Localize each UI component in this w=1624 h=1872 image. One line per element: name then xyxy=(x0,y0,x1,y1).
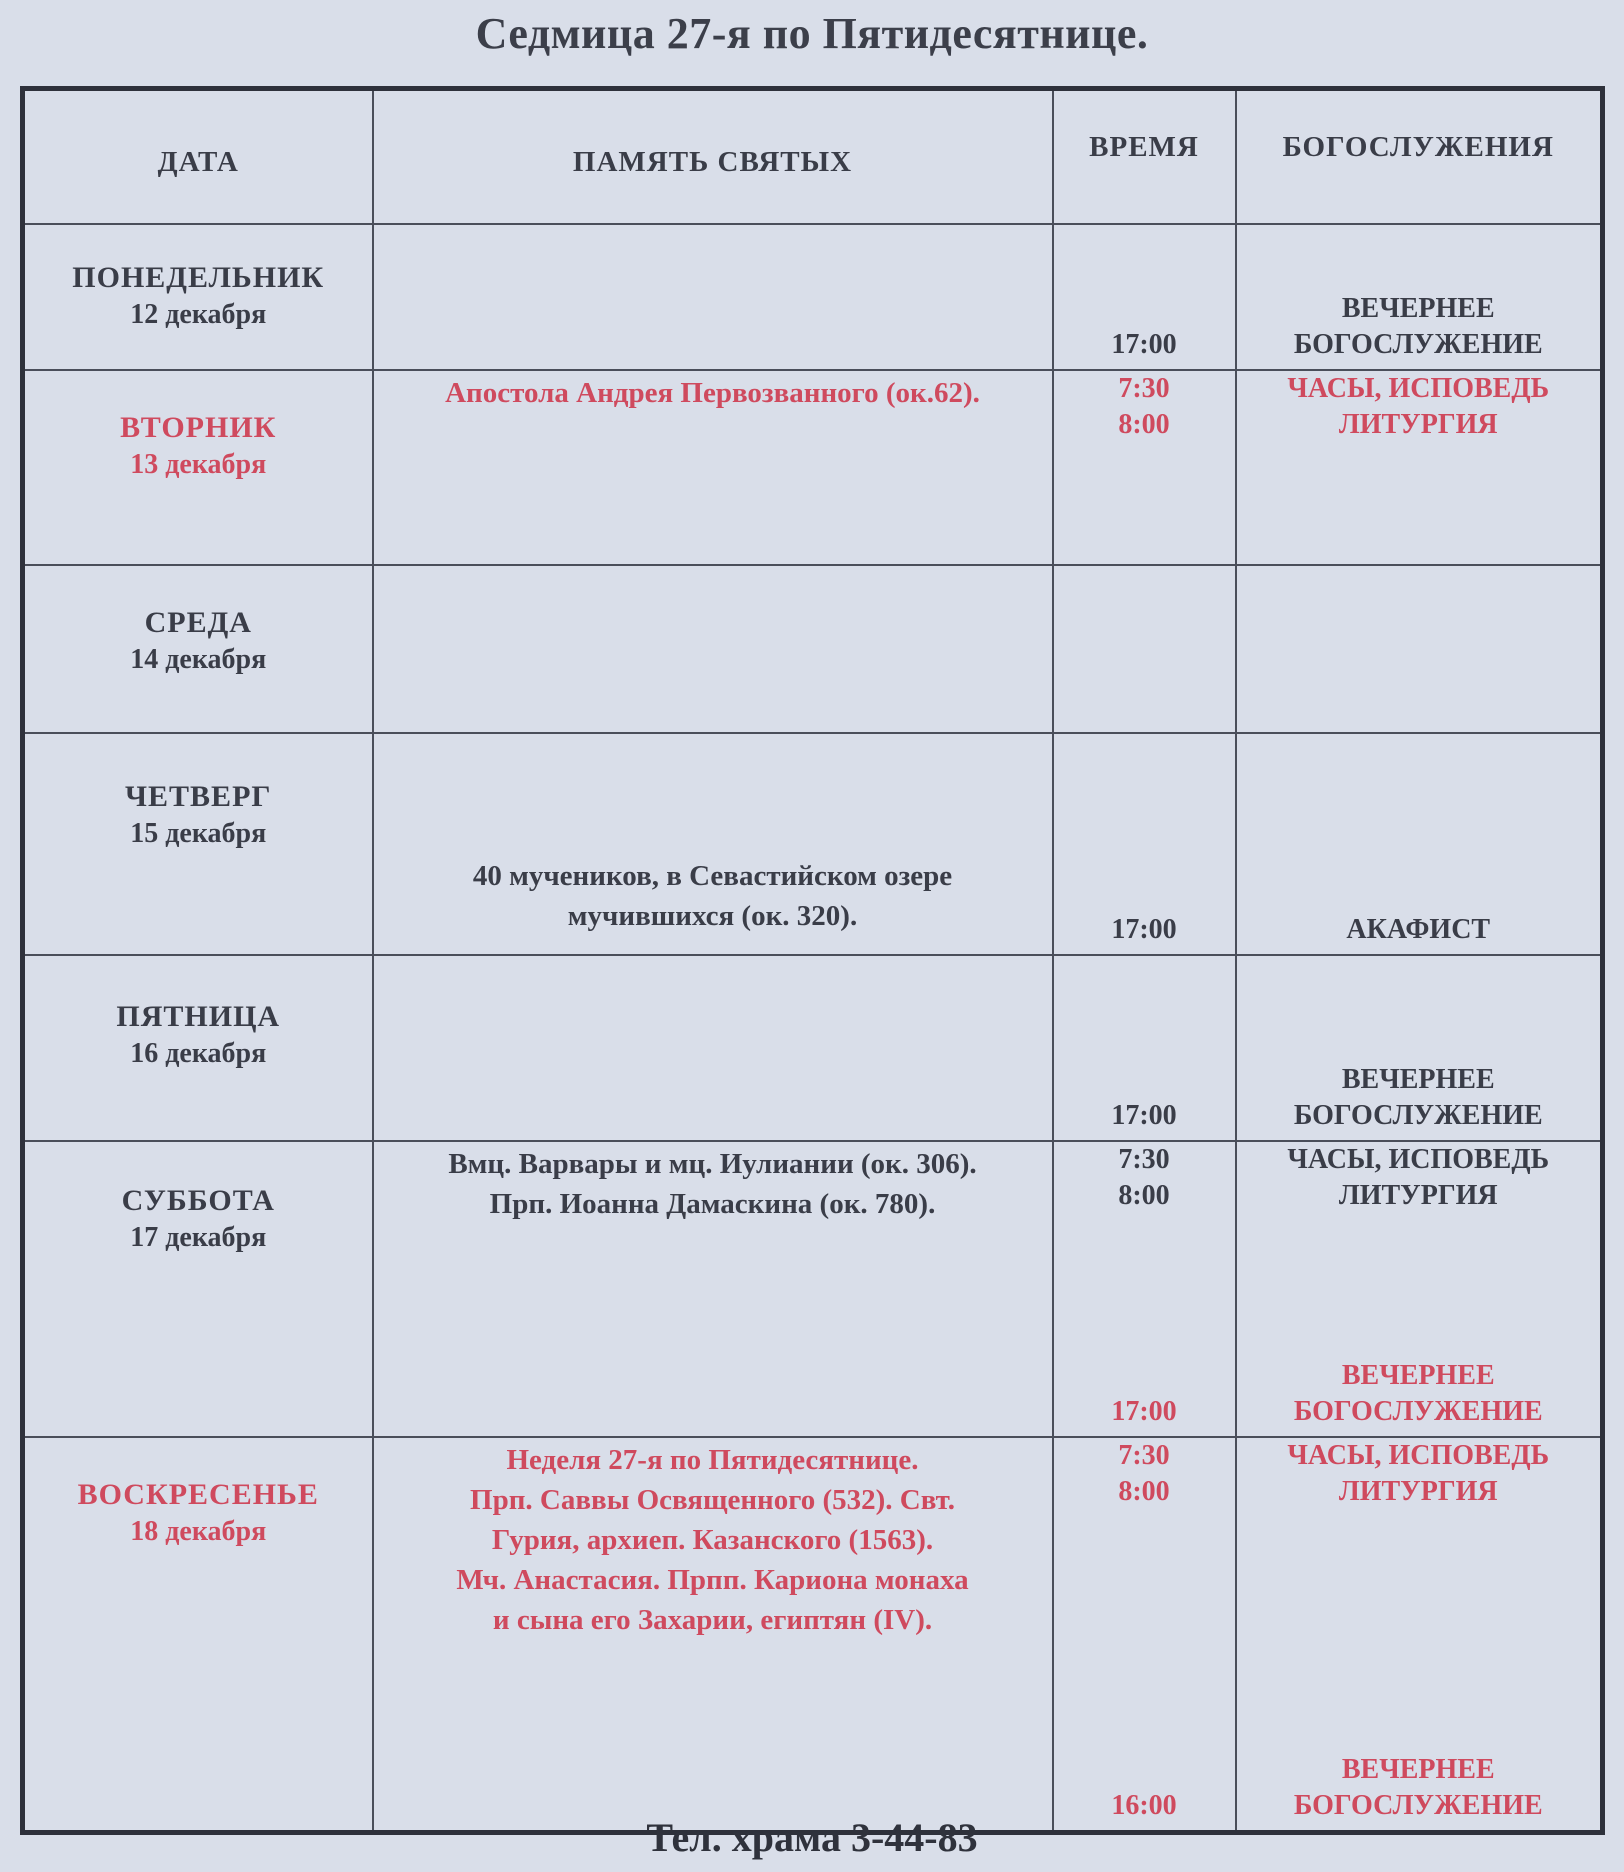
service-line: ВЕЧЕРНЕЕ xyxy=(1341,1360,1495,1391)
saints-cell xyxy=(373,1437,1053,1832)
time-cell xyxy=(1053,224,1236,370)
time-cell xyxy=(1053,370,1236,565)
services-cell xyxy=(1236,1437,1603,1832)
day-date: 14 декабря xyxy=(130,644,267,675)
saint-line: Апостола Андрея Первозванного (ок.62). xyxy=(445,377,980,409)
date-cell xyxy=(23,565,373,733)
header-saints: ПАМЯТЬ СВЯТЫХ xyxy=(373,89,1053,225)
table-row xyxy=(23,1141,1603,1437)
saint-line: Неделя 27-я по Пятидесятнице. xyxy=(506,1444,919,1476)
date-cell xyxy=(23,1437,373,1832)
service-line: ЧАСЫ, ИСПОВЕДЬ xyxy=(1287,1144,1550,1175)
morning-time: 7:30 xyxy=(1118,1440,1170,1471)
day-name: ПЯТНИЦА xyxy=(116,1000,281,1033)
date-cell xyxy=(23,370,373,565)
saints-cell xyxy=(373,1141,1053,1437)
evening-time: 17:00 xyxy=(1111,1396,1177,1427)
saint-line: и сына его Захарии, египтян (IV). xyxy=(492,1604,933,1636)
service-line: ВЕЧЕРНЕЕ xyxy=(1341,293,1495,324)
saints-cell xyxy=(373,565,1053,733)
evening-time: 16:00 xyxy=(1111,1789,1177,1821)
day-date: 17 декабря xyxy=(130,1222,267,1253)
table-row xyxy=(23,1437,1603,1832)
services-cell xyxy=(1236,370,1603,565)
time-cell xyxy=(1053,1141,1236,1437)
day-date: 15 декабря xyxy=(130,818,267,849)
day-name: ПОНЕДЕЛЬНИК xyxy=(72,261,325,294)
header-date: ДАТА xyxy=(23,89,373,225)
day-name: ВТОРНИК xyxy=(120,411,277,444)
saints-cell xyxy=(373,955,1053,1141)
date-cell xyxy=(23,224,373,370)
saint-line: 40 мучеников, в Севастийском озере xyxy=(472,860,953,892)
table-row xyxy=(23,955,1603,1141)
date-cell xyxy=(23,955,373,1141)
service-line: АКАФИСТ xyxy=(1346,914,1491,945)
morning-time: 8:00 xyxy=(1118,1476,1170,1507)
morning-time: 8:00 xyxy=(1118,409,1170,440)
saint-line: Вмц. Варвары и мц. Иулиании (ок. 306). xyxy=(448,1148,977,1180)
evening-time: 17:00 xyxy=(1111,914,1177,945)
service-line: БОГОСЛУЖЕНИЕ xyxy=(1293,1396,1543,1427)
saints-cell xyxy=(373,733,1053,955)
morning-time: 7:30 xyxy=(1118,373,1170,404)
header-services: БОГОСЛУЖЕНИЯ xyxy=(1236,89,1603,225)
evening-time: 17:00 xyxy=(1111,1100,1177,1131)
day-name: ЧЕТВЕРГ xyxy=(125,780,272,813)
saint-line: Гурия, архиеп. Казанского (1563). xyxy=(491,1524,934,1556)
table-row xyxy=(23,224,1603,370)
table-row xyxy=(23,733,1603,955)
service-line: ЧАСЫ, ИСПОВЕДЬ xyxy=(1287,1440,1550,1471)
church-phone: Тел. храма 3-44-83 xyxy=(646,1815,978,1860)
time-cell xyxy=(1053,955,1236,1141)
service-line: БОГОСЛУЖЕНИЕ xyxy=(1293,1100,1543,1131)
service-line: БОГОСЛУЖЕНИЕ xyxy=(1293,1789,1543,1821)
day-date: 18 декабря xyxy=(130,1516,267,1547)
table-row xyxy=(23,565,1603,733)
header-row xyxy=(23,89,1603,225)
day-name: СРЕДА xyxy=(144,606,252,639)
saints-cell xyxy=(373,224,1053,370)
day-date: 12 декабря xyxy=(130,299,267,330)
day-name: СУББОТА xyxy=(121,1184,275,1217)
services-cell xyxy=(1236,955,1603,1141)
table-row xyxy=(23,370,1603,565)
service-line: ВЕЧЕРНЕЕ xyxy=(1341,1064,1495,1095)
time-cell xyxy=(1053,733,1236,955)
day-date: 16 декабря xyxy=(130,1038,267,1069)
day-name: ВОСКРЕСЕНЬЕ xyxy=(77,1478,319,1511)
date-cell xyxy=(23,733,373,955)
service-line: ЛИТУРГИЯ xyxy=(1338,1476,1498,1507)
header-time: ВРЕМЯ xyxy=(1053,89,1236,225)
schedule-table xyxy=(20,86,1605,1835)
saints-cell xyxy=(373,370,1053,565)
saint-line: Прп. Иоанна Дамаскина (ок. 780). xyxy=(489,1188,936,1220)
services-cell xyxy=(1236,224,1603,370)
service-line: ЛИТУРГИЯ xyxy=(1338,1180,1498,1211)
evening-time: 17:00 xyxy=(1111,329,1177,360)
services-cell xyxy=(1236,733,1603,955)
morning-time: 8:00 xyxy=(1118,1180,1170,1211)
saint-line: Мч. Анастасия. Прпп. Кариона монаха xyxy=(456,1564,969,1596)
saint-line: мучившихся (ок. 320). xyxy=(567,900,858,932)
service-line: ЛИТУРГИЯ xyxy=(1338,409,1498,440)
saint-line: Прп. Саввы Освященного (532). Свт. xyxy=(470,1484,955,1516)
services-cell xyxy=(1236,1141,1603,1437)
morning-time: 7:30 xyxy=(1118,1144,1170,1175)
time-cell xyxy=(1053,565,1236,733)
service-line: ЧАСЫ, ИСПОВЕДЬ xyxy=(1287,373,1550,404)
page-title: Седмица 27-я по Пятидесятнице. xyxy=(475,9,1149,58)
day-date: 13 декабря xyxy=(130,449,267,480)
date-cell xyxy=(23,1141,373,1437)
time-cell xyxy=(1053,1437,1236,1832)
services-cell xyxy=(1236,565,1603,733)
service-line: БОГОСЛУЖЕНИЕ xyxy=(1293,329,1543,360)
service-line: ВЕЧЕРНЕЕ xyxy=(1341,1753,1495,1785)
